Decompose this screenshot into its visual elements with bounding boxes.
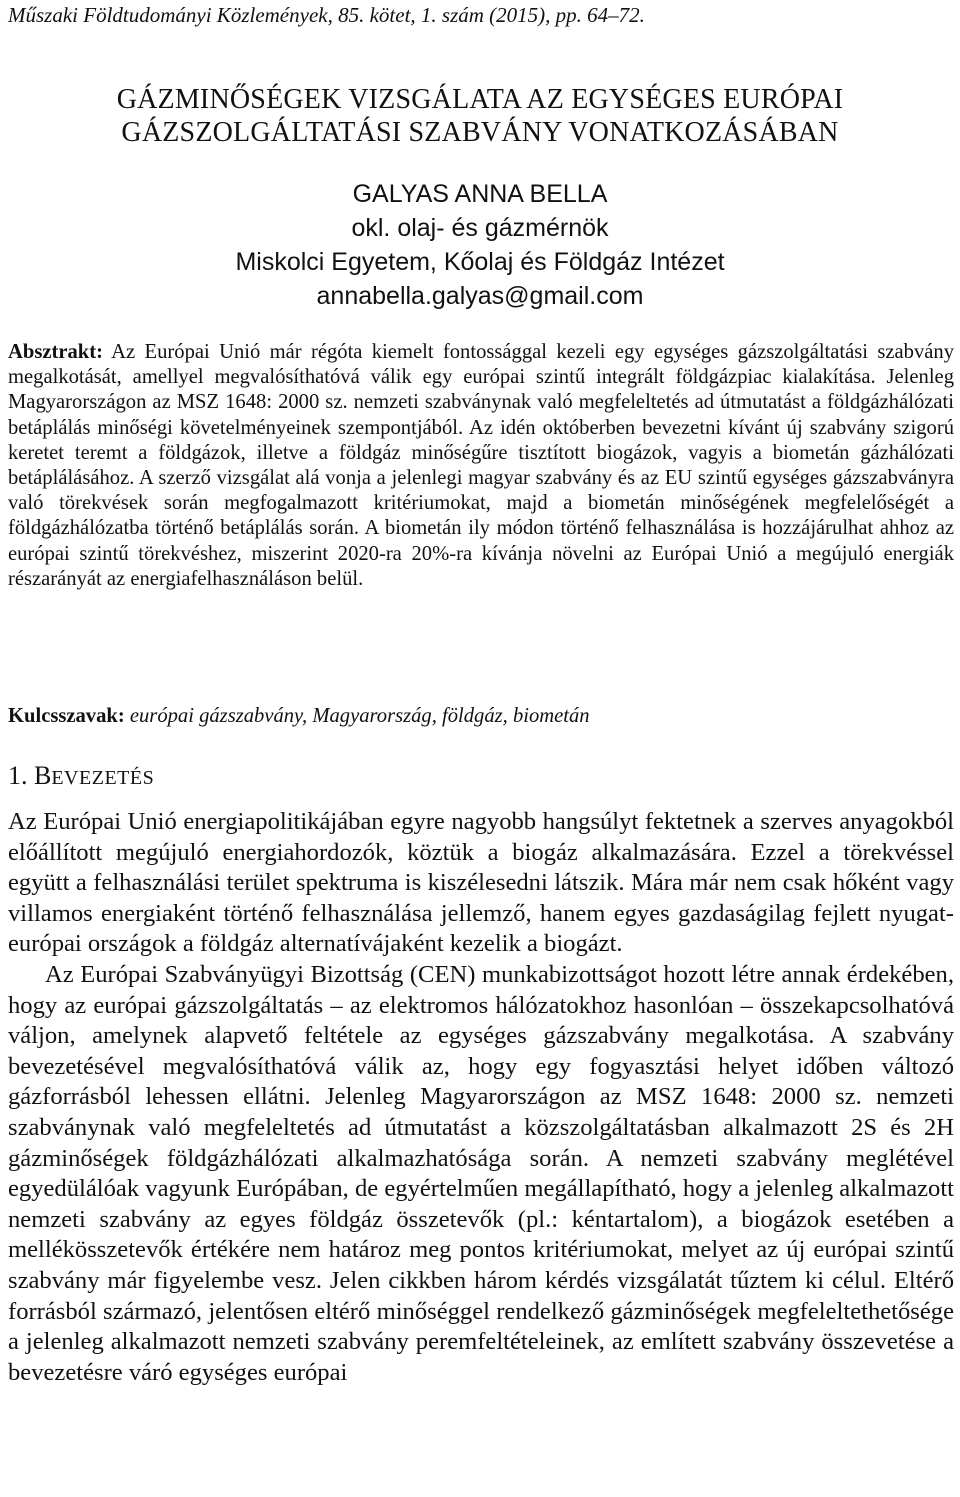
section-title-initial: B	[34, 761, 52, 790]
section-heading	[8, 760, 154, 794]
author-email: annabella.galyas@gmail.com	[316, 282, 644, 310]
paper-title-line-1: GÁZMINŐSÉGEK VIZSGÁLATA AZ EGYSÉGES EURÓPAI	[116, 84, 844, 115]
abstract-text: Az Európai Unió már régóta kiemelt fontossággal kezeli egy egységes gázszolgáltatási szabvány megalkotását, amellyel megvalósíthatóvá válik egy európai szintű integrált földgázpiac kialakítása. Jelenleg Magyarországon az MSZ 1648: 2000 sz. nemzeti szabványnak való megfeleltetés ad útmutatást a földgázhálózati betáplálás minőségi követelményeinek szempontjából. Az idén októberben bevezetni kívánt új szabvány szigorú keretet teremt a földgázok, illetve a földgáz minőségűre tisztított biogázok, vagyis a biometán gázhálózati betáplálásához. A szerző vizsgálat alá vonja a jelenlegi magyar szabvány és az EU szintű egységes gázszabványra való törekvések során megfogalmazott kritériumokat, majd a biometán minőségének megfelelőségét a földgázhálózatba történő betáplálás során. A biometán ily módon történő felhasználása is hozzájárulhat ahhoz az európai szintű törekvéshez, miszerint 2020-ra 20%-ra kívánja növelni az Európai Unió a megújuló energiák részarányát az energiafelhasználáson belül.	[8, 341, 954, 590]
journal-citation: Műszaki Földtudományi Közlemények, 85. kötet, 1. szám (2015), pp. 64–72.	[8, 3, 645, 27]
abstract-block	[8, 340, 954, 592]
keywords-text: európai gázszabvány, Magyarország, földgáz, biometán	[129, 705, 590, 727]
keywords-label: Kulcsszavak:	[8, 705, 125, 727]
author-name: GALYAS ANNA BELLA	[352, 180, 608, 208]
section-number: 1.	[8, 761, 28, 790]
author-position: okl. olaj- és gázmérnök	[351, 214, 609, 242]
keywords-block	[8, 703, 954, 729]
paper-title-line-2: GÁZSZOLGÁLTATÁSI SZABVÁNY VONATKOZÁSÁBAN	[121, 117, 839, 148]
author-affiliation: Miskolci Egyetem, Kőolaj és Földgáz Intézet	[235, 248, 725, 276]
abstract-label: Absztrakt:	[8, 341, 103, 363]
body-paragraph-2: Az Európai Szabványügyi Bizottság (CEN) munkabizottságot hozott létre annak érdekében, hogy az európai gázszolgáltatás – az elektromos hálózatokhoz hasonlóan – összekapcsolhatóvá váljon, amelynek alapvető feltétele az egységes gázszabvány megalkotása. A szabvány bevezetésével megvalósíthatóvá válik az, hogy egy fogyasztási helyet időben változó gázforrásból lehessen ellátni. Jelenleg Magyarországon az MSZ 1648: 2000 sz. nemzeti szabványnak való megfeleltetés ad útmutatást a közszolgáltatásban alkalmazott 2S és 2H gázminőségek földgázhálózati alkalmazhatósága során. A nemzeti szabvány meglétével egyedülálóak vagyunk Európában, de egyértelműen megállapítható, hogy a jelenleg alkalmazott nemzeti szabvány az egyes földgáz összetevők (pl.: kéntartalom), a biogázok esetében a mellékösszetevők értékére nem határoz meg pontos kritériumokat, melyet az új európai szintű szabvány már figyelembe vesz. Jelen cikkben három kérdés vizsgálatát tűztem ki célul. Eltérő forrásból származó, jelentősen eltérő minőséggel rendelkező gázminőségek megfeleltethetősége a jelenleg alkalmazott nemzeti szabvány peremfeltételeinek, az említett szabvány összevetése a bevezetésre váró egységes európai	[8, 960, 954, 1386]
body-text	[8, 807, 954, 1388]
section-title-rest: EVEZETÉS	[51, 767, 155, 789]
body-paragraph-1: Az Európai Unió energiapolitikájában egyre nagyobb hangsúlyt fektetnek a szerves anyagokból előállított megújuló energiahordozók, köztük a biogáz alkalmazására. Ezzel a törekvéssel együtt a felhasználási terület spektruma is kiszélesedni látszik. Mára már nem csak hőként vagy villamos energiaként történő felhasználása jellemző, hanem egyes gazdaságilag fejlett nyugat-európai országok a földgáz alternatívájaként kezelik a biogázt.	[8, 808, 954, 958]
